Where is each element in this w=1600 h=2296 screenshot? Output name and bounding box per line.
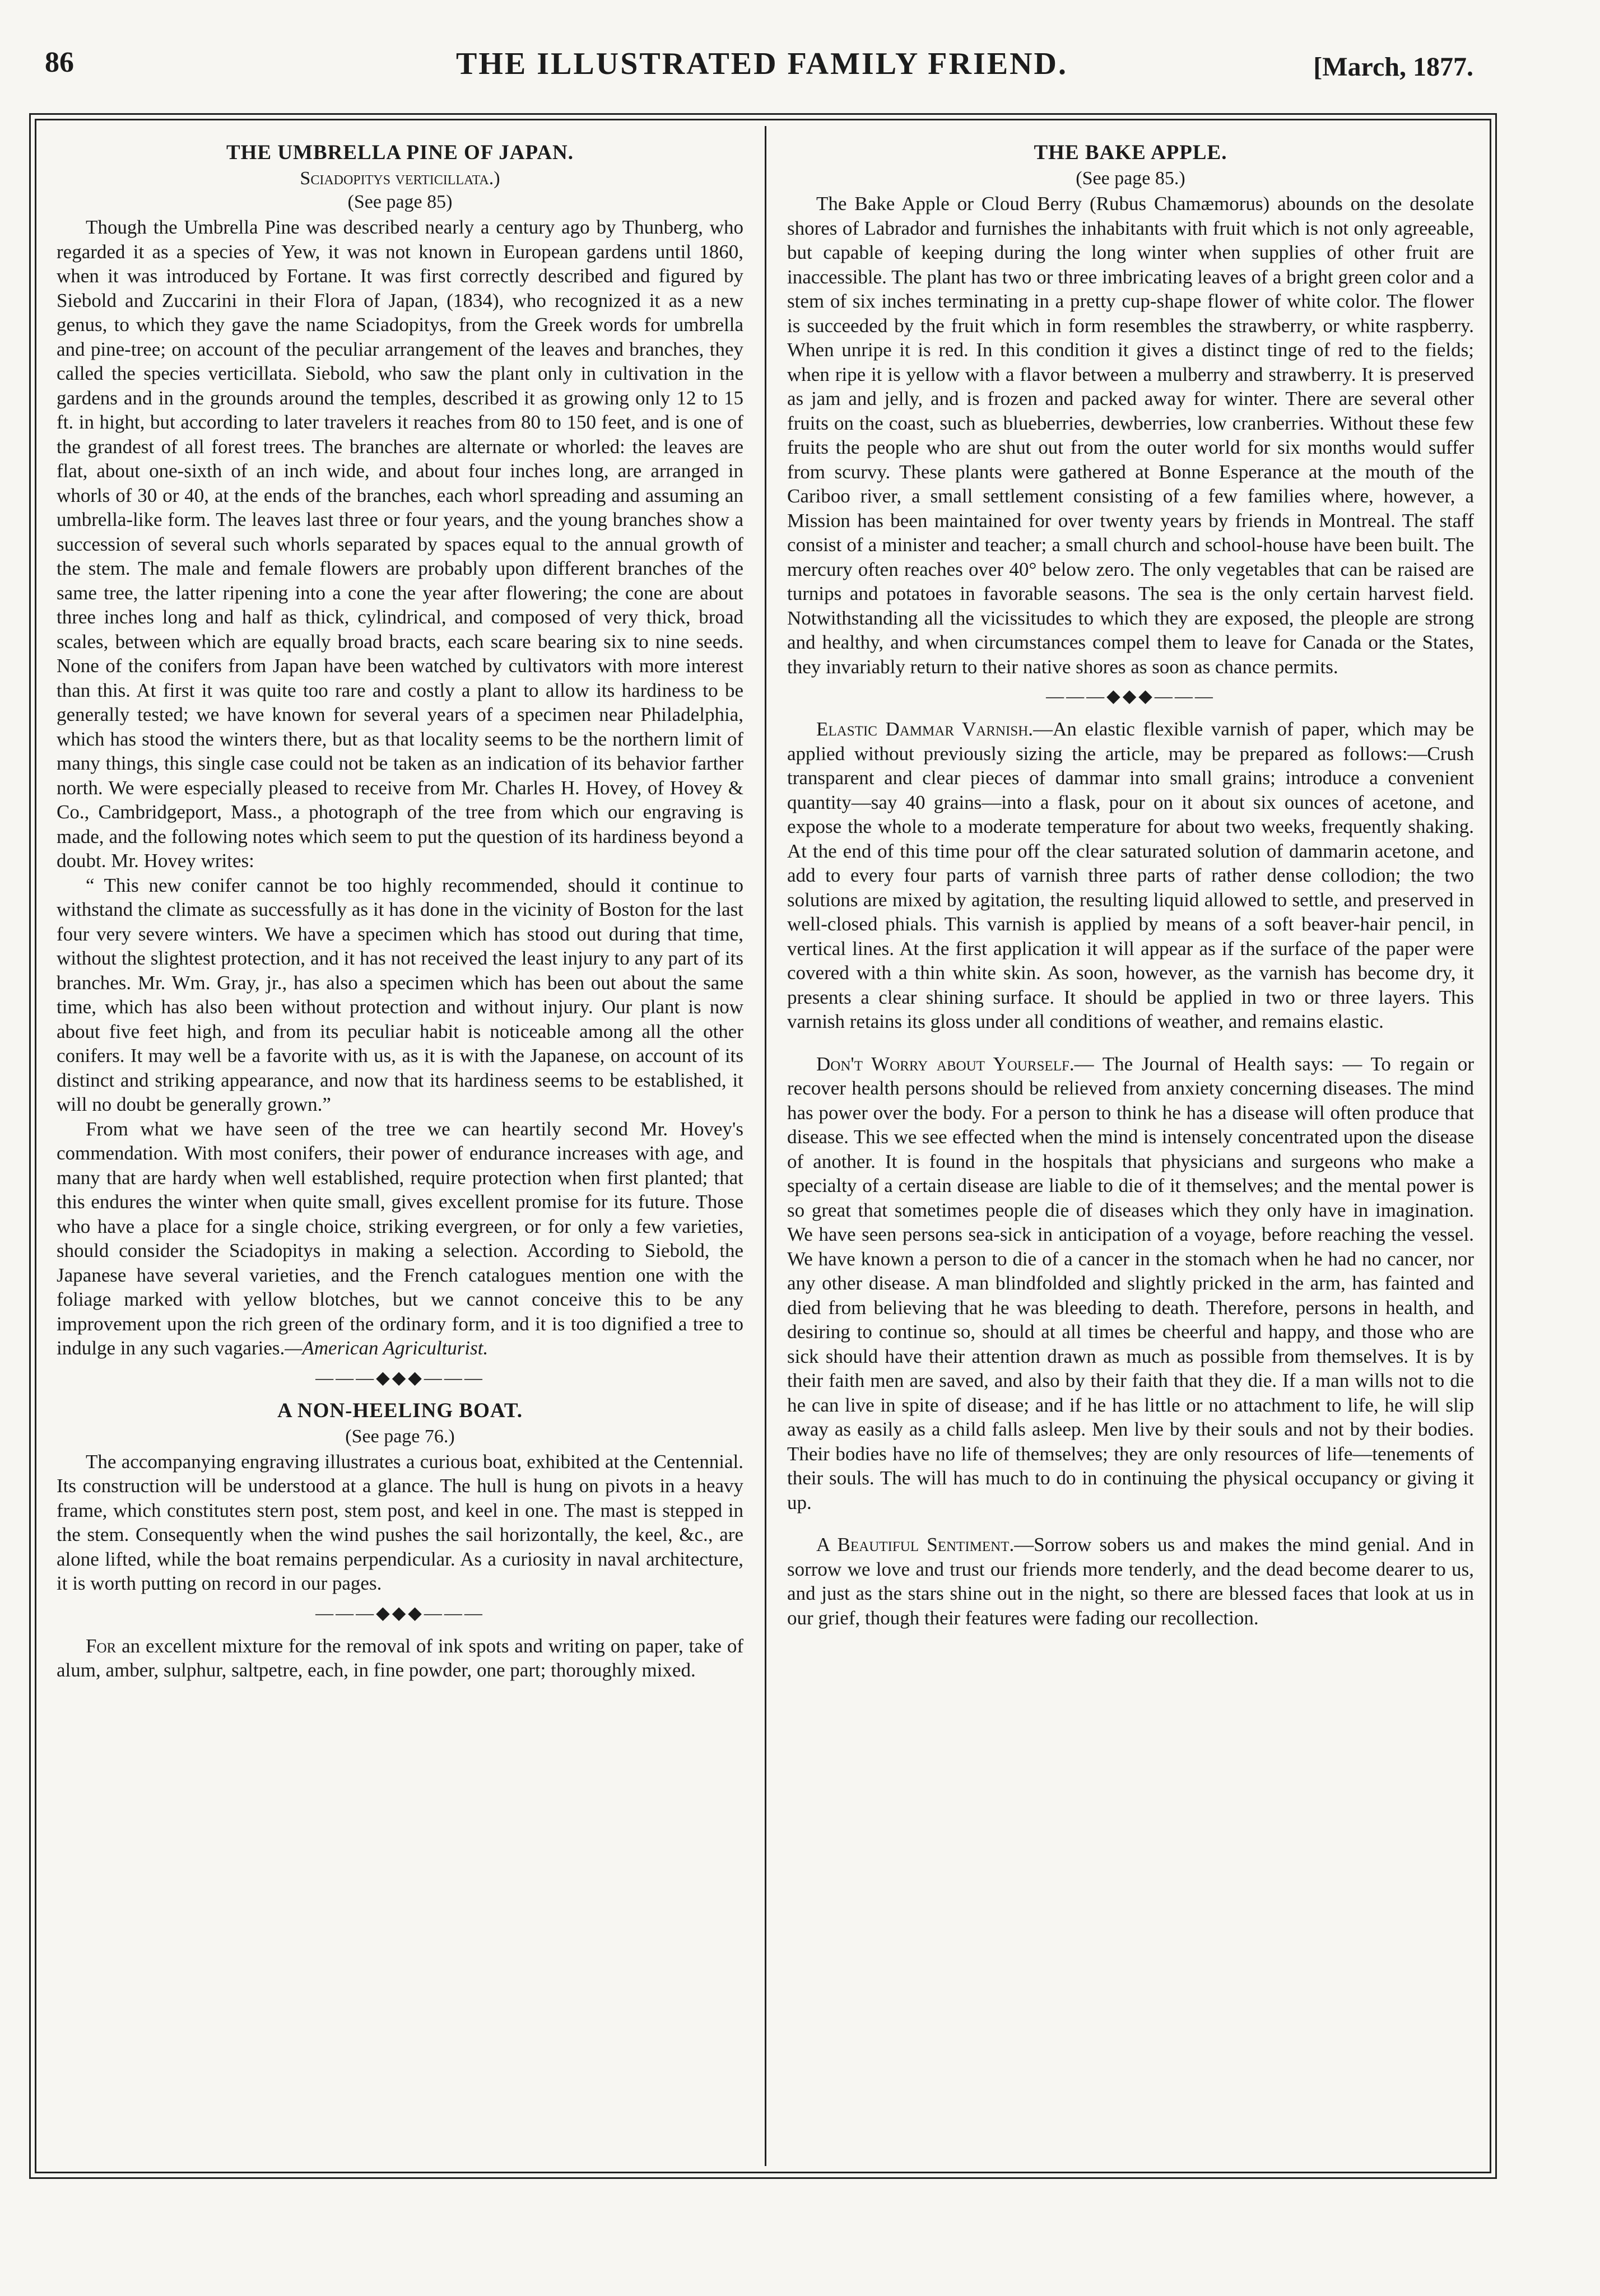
section-separator: ———◆◆◆——— [315, 1602, 485, 1623]
lead-in: Elastic Dammar Varnish. [816, 718, 1034, 740]
attribution: —American Agriculturist. [285, 1337, 489, 1359]
paragraph: The accompanying engraving illustrates a curious boat, exhibited at the Centennial. Its construction will be understood at a glance. The hull is hung on pivots in a heavy frame, which constitutes stern post, stem post, and keel in one. The mast is stepped in the stem. Consequently when the wind pushes the sail horizontally, the keel, &c., are alone lifted, while the boat remains perpendicular. As a curiosity in naval architecture, it is worth putting on record in our pages. [57, 1450, 743, 1594]
article-bake-apple [787, 141, 1474, 679]
article-title: THE UMBRELLA PINE OF JAPAN. [226, 141, 574, 164]
lead-in: Don't Worry about Yourself. [816, 1052, 1075, 1075]
lead-in: A Beautiful Sentiment. [816, 1534, 1015, 1555]
article-umbrella-pine [57, 141, 743, 1361]
masthead-title: THE ILLUSTRATED FAMILY FRIEND. [456, 46, 1068, 81]
article-dammar-varnish [787, 717, 1474, 1034]
paragraph: For an excellent mixture for the removal of ink spots and writing on paper, take of alum, amber, sulphur, saltpetre, each, in fine powder, one part; thoroughly mixed. [57, 1634, 743, 1681]
section-separator: ———◆◆◆——— [315, 1367, 485, 1387]
issue-date: [March, 1877. [1313, 52, 1473, 82]
article-title: THE BAKE APPLE. [1034, 141, 1227, 164]
spacer [787, 1515, 1474, 1533]
article-ink-spots [57, 1634, 743, 1683]
section-separator: ———◆◆◆——— [1046, 686, 1215, 706]
article-beautiful-sentiment [787, 1533, 1474, 1630]
paragraph: The Bake Apple or Cloud Berry (Rubus Chamæmorus) abounds on the desolate shores of Labrador and furnishes the inhabitants with fruit which is not only agreeable, but capable of keeping during the long winter when supplies of other fruit are inaccessible. The plant has two or three imbricating leaves of a bright green color and a stem of six inches terminating in a pretty cup-shape flower of white color. The flower is succeeded by the fruit which in form resembles the strawberry, or white raspberry. When unripe it is red. In this condition it gives a distinct tinge of red to the fields; when ripe it is yellow with a flavor between a mulberry and strawberry. It is preserved as jam and jelly, and is frozen and packed away for winter. There are several other fruits on the coast, such as blueberries, dewberries, low cranberries. Without these few fruits the people who are shut out from the outer world for six months would suffer from scurvy. These plants were gathered at Bonne Esperance at the mouth of the Cariboo river, a small settlement consisting of a few families where, however, a Mission has been maintained for over twenty years by friends in Montreal. The staff consist of a minister and teacher; a small church and school-house have been built. The mercury often reaches over 40° below zero. The only vegetables that can be raised are turnips and potatoes in favorable seasons. The sea is the only certain harvest field. Notwithstanding all the vicissitudes to which they are exposed, the pleople are strong and healthy, and when circumstances compel them to leave for Canada or the States, they invariably return to their native shores as soon as chance permits. [787, 193, 1474, 678]
spacer [787, 1034, 1474, 1052]
paragraph: Though the Umbrella Pine was described nearly a century ago by Thunberg, who regarded it as a species of Yew, it was not known in European gardens until 1860, when it was introduced by Fortane. It was first correctly described and figured by Siebold and Zuccarini in their Flora of Japan, (1834), who recognized it as a new genus, to which they gave the name Sciadopitys, from the Greek words for umbrella and pine-tree; on account of the peculiar arrangement of the leaves and branches, they called the species verticillata. Siebold, who saw the plant only in cultivation in the gardens and in the grounds around the temples, described it as growing only 12 to 15 ft. in hight, but according to later travelers it reaches from 80 to 150 feet, and is one of the grandest of all forest trees. The branches are alternate or whorled: the leaves are flat, about one-sixth of an inch wide, and about four inches long, are arranged in whorls of 30 or 40, at the ends of the branches, each whorl spreading and assuming an umbrella-like form. The leaves last three or four years, and the young branches show a succession of several such whorls separated by spaces equal to the annual growth of the stem. The male and female flowers are probably upon different branches of the same tree, the latter ripening into a cone the year after flowering; the cone are about three inches long and half as thick, cylindrical, and composed of very thick, broad scales, between which are equally broad bracts, each scare bearing six to nine seeds. None of the conifers from Japan have been watched by cultivators with more interest than this. At first it was quite too rare and costly a plant to allow its hardiness to be generally tested; we have known for several years of a specimen near Philadelphia, which has stood the winters there, but as that locality seems to be the northern limit of many things, this single case could not be taken as an indication of its behavior farther north. We were especially pleased to receive from Mr. Charles H. Hovey, of Hovey & Co., Cambridgeport, Mass., a photograph of the tree from which our engraving is made, and the following notes which seem to put the question of its hardiness beyond a doubt. Mr. Hovey writes: [57, 216, 743, 872]
page-header [45, 46, 1479, 96]
lead-in: For [86, 1634, 117, 1657]
left-column [57, 133, 743, 1683]
paragraph: “ This new conifer cannot be too highly recommended, should it continue to withstand the climate as successfully as it has done in the vicinity of Boston for the last four very severe winters. We have a specimen which has stood out during that time, without the slightest protection, and it has not received the least injury to any part of its branches. Mr. Wm. Gray, jr., has also a specimen which has been out about the same time, which has also been without protection and without injury. Our plant is now about five feet high, and from its peculiar habit is noticeable among all the other conifers. It may well be a favorite with us, as it is with the Japanese, on account of its distinct and striking appearance, and now that its hardiness seems to be established, it will no doubt be generally grown.” [57, 874, 743, 1115]
paragraph: A Beautiful Sentiment.—Sorrow sobers us and makes the mind genial. And in sorrow we love and trust our friends more tenderly, and the dead become dearer to us, and just as the stars shine out in the night, so there are blessed faces that look at us in our grief, though their features were fading our recollection. [787, 1534, 1474, 1629]
see-page-ref: (See page 85.) [1076, 168, 1185, 189]
see-page-ref: (See page 85) [347, 192, 453, 212]
see-page-ref: (See page 76.) [345, 1426, 455, 1447]
page-number: 86 [45, 46, 74, 78]
article-non-heeling-boat [57, 1399, 743, 1596]
paragraph: Elastic Dammar Varnish.—An elastic flexible varnish of paper, which may be applied without previously sizing the article, may be prepared as follows:—Crush transparent and clear pieces of dammar into small grains; introduce a convenient quantity—say 40 grains—into a flask, pour on it about six ounces of acetone, and expose the whole to a moderate temperature for about two weeks, frequently shaking. At the end of this time pour off the clear saturated solution of dammarin acetone, and add to every four parts of varnish three parts of rather dense collodion; the two solutions are mixed by agitation, the resulting liquid allowed to settle, and preserved in well-closed phials. This varnish is applied by means of a soft beaver-hair pencil, in vertical lines. At the first application it will appear as if the surface of the paper were covered with a thin white skin. As soon, however, as the varnish has become dry, it presents a clear shining surface. It should be applied in two or three layers. This varnish retains its gloss under all conditions of weather, and remains elastic. [787, 718, 1474, 1032]
latin-name: Sciadopitys verticillata.) [300, 168, 500, 189]
article-dont-worry [787, 1052, 1474, 1515]
paragraph: From what we have seen of the tree we can heartily second Mr. Hovey's commendation. With most conifers, their power of endurance increases with age, and many that are hardy when well established, require protection when first planted; that this endures the winter when quite small, gives excellent promise for its future. Those who have a place for a single choice, striking evergreen, or for only a few varieties, should consider the Sciadopitys in making a selection. According to Siebold, the Japanese have several varieties, and the French catalogues mention one with the foliage marked with yellow blotches, but we cannot conceive this to be any improvement upon the rich green of the ordinary form, and it is too dignified a tree to indulge in any such vagaries.—American Agriculturist. [57, 1117, 743, 1359]
right-column [787, 133, 1474, 1630]
page-frame [35, 119, 1491, 2173]
article-title: A NON-HEELING BOAT. [277, 1399, 523, 1422]
column-divider [765, 126, 766, 2166]
paragraph: Don't Worry about Yourself.— The Journal of Health says: — To regain or recover health persons should be relieved from anxiety concerning diseases. The mind has power over the body. For a person to think he has a disease will often produce that disease. This we see effected when the mind is intensely concentrated upon the disease of another. It is found in the hospitals that physicians and surgeons who make a specialty of a certain disease are liable to die of it themselves; and the mental power is so great that sometimes people die of diseases which they only have in imagination. We have seen persons sea-sick in anticipation of a voyage, before reaching the vessel. We have known a person to die of a cancer in the stomach when he had no cancer, nor any other disease. A man blindfolded and slightly pricked in the arm, has fainted and died from believing that he was bleeding to death. Therefore, persons in health, and desiring to continue so, should at all times be cheerful and happy, and those who are sick should have their attention drawn as much as possible from themselves. It is by their faith men are saved, and also by their faith that they die. If a man wills not to die he can live in spite of disease; and if he has little or no attachment to life, he will slip away as easily as a child falls asleep. Men live by their souls and not by their bodies. Their bodies have no life of themselves; they are only resources of life—tenements of their souls. The will has much to do in continuing the physical occupancy or giving it up. [787, 1052, 1474, 1513]
